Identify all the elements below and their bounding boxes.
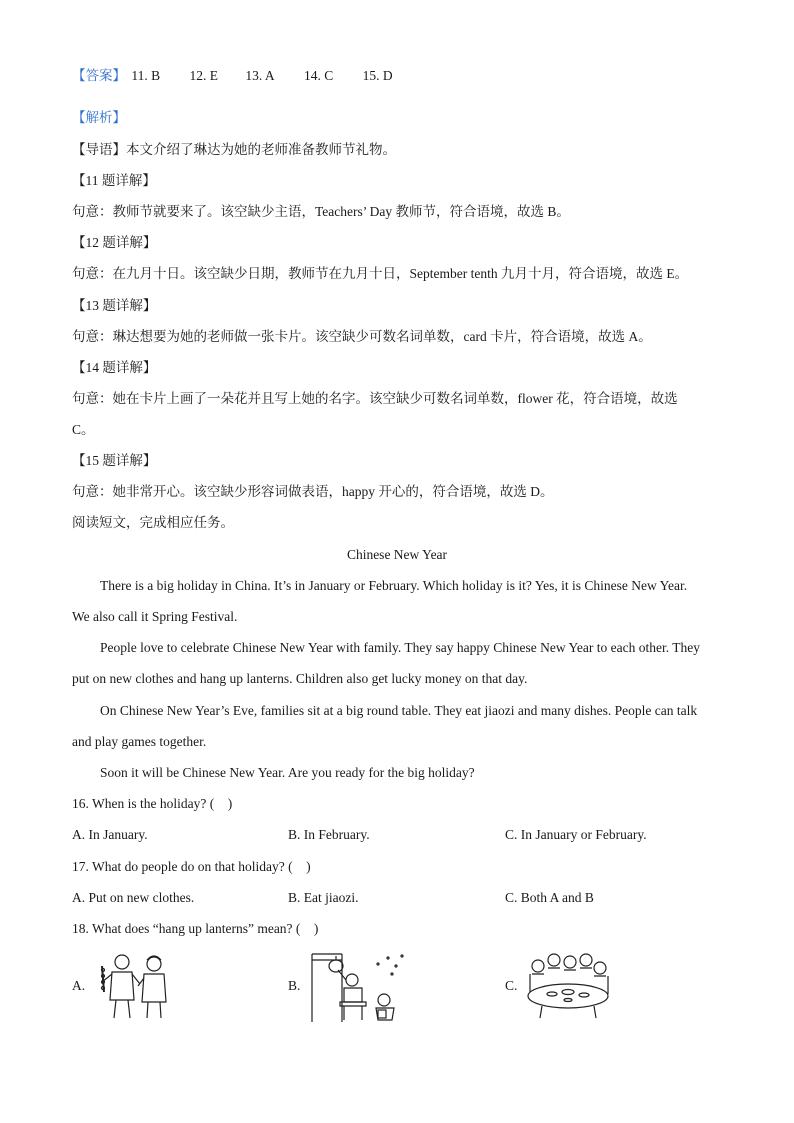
q18-option-a-label[interactable]: A. — [72, 978, 86, 993]
q16-option-a[interactable]: A. In January. — [72, 827, 148, 842]
q17-option-c[interactable]: C. Both A and B — [505, 890, 594, 905]
q16-option-c[interactable]: C. In January or February. — [505, 827, 647, 842]
answer-12: 12. E — [189, 68, 219, 83]
passage-p3-line1: On Chinese New Year’s Eve, families sit at a big round table. They eat jiaozi and many dishes. People can talk — [100, 703, 698, 718]
q13-explanation: 句意：琳达想要为她的老师做一张卡片。该空缺少可数名词单数，card 卡片，符合语境，故选 A。 — [72, 329, 652, 344]
q18-option-a-picture[interactable] — [92, 952, 176, 1022]
passage-p3-line2: and play games together. — [72, 734, 207, 749]
analysis-intro: 【导语】本文介绍了琳达为她的老师准备教师节礼物。 — [72, 142, 396, 157]
answer-11: 11. B — [131, 68, 161, 83]
passage-p2-line1: People love to celebrate Chinese New Year with family. They say happy Chinese New Year to each other. They — [100, 640, 700, 655]
answer-13: 13. A — [245, 68, 275, 83]
q16-option-b[interactable]: B. In February. — [288, 827, 370, 842]
answer-label: 【答案】 — [72, 68, 126, 83]
q11-head: 【11 题详解】 — [72, 173, 156, 188]
q18-option-b-picture[interactable] — [308, 950, 408, 1024]
q18-option-c-label[interactable]: C. — [505, 978, 518, 993]
q17-option-b[interactable]: B. Eat jiaozi. — [288, 890, 359, 905]
q14-head: 【14 题详解】 — [72, 360, 157, 375]
q12-explanation: 句意：在九月十日。该空缺少日期，教师节在九月十日，September tenth 九月十月，符合语境，故选 E。 — [72, 266, 689, 281]
passage-p4-line1: Soon it will be Chinese New Year. Are you ready for the big holiday? — [100, 765, 475, 780]
passage-title: Chinese New Year — [346, 547, 448, 562]
passage-p1-line1: There is a big holiday in China. It’s in January or February. Which holiday is it? Yes, it is Chinese New Year. — [100, 578, 688, 593]
q14-explanation-2: C。 — [72, 422, 95, 437]
q11-explanation: 句意：教师节就要来了。该空缺少主语，Teachers’ Day 教师节，符合语境，故选 B。 — [72, 204, 570, 219]
q18-option-b-label[interactable]: B. — [288, 978, 301, 993]
analysis-label: 【解析】 — [72, 110, 126, 125]
reading-instruction: 阅读短文，完成相应任务。 — [72, 515, 234, 530]
q18-stem: 18. What does “hang up lanterns” mean? ( ) — [72, 921, 319, 936]
answer-14: 14. C — [304, 68, 334, 83]
answer-line — [72, 67, 393, 85]
q12-head: 【12 题详解】 — [72, 235, 157, 250]
passage-p2-line2: put on new clothes and hang up lanterns. Children also get lucky money on that day. — [72, 671, 528, 686]
q15-explanation: 句意：她非常开心。该空缺少形容词做表语，happy 开心的，符合语境，故选 D。 — [72, 484, 554, 499]
q13-head: 【13 题详解】 — [72, 298, 157, 313]
q17-stem: 17. What do people do on that holiday? ( ) — [72, 859, 311, 874]
q15-head: 【15 题详解】 — [72, 453, 157, 468]
q16-stem: 16. When is the holiday? ( ) — [72, 796, 233, 811]
passage-p1-line2: We also call it Spring Festival. — [72, 609, 238, 624]
answer-15: 15. D — [362, 68, 393, 83]
q14-explanation-1: 句意：她在卡片上画了一朵花并且写上她的名字。该空缺少可数名词单数，flower 花，符合语境，故选 — [72, 391, 678, 406]
q17-option-a[interactable]: A. Put on new clothes. — [72, 890, 195, 905]
q18-option-c-picture[interactable] — [522, 952, 614, 1022]
